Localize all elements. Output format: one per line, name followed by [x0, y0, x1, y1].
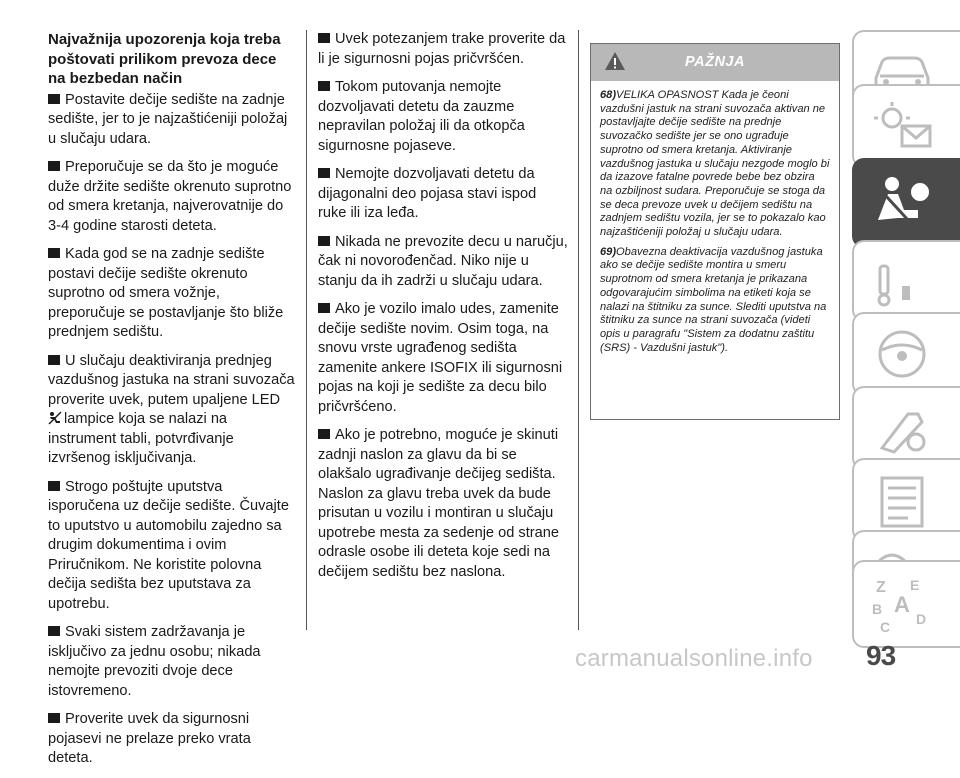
- watermark: carmanualsonline.info: [575, 645, 813, 672]
- dashboard-lights-icon: [868, 96, 938, 160]
- warning-title: PAŽNJA: [685, 54, 745, 70]
- page-number: 93: [866, 640, 896, 671]
- index-letters-icon: [868, 572, 948, 638]
- square-bullet-icon: [48, 355, 60, 365]
- tab-driving[interactable]: [852, 312, 960, 396]
- warning-box: [590, 43, 840, 420]
- svg-text:D: D: [916, 611, 927, 627]
- square-bullet-icon: [48, 248, 60, 258]
- section-heading: Najvažnija upozorenja koja treba poštovati prilikom prevoza dece na bezbedan način: [48, 31, 281, 87]
- list-item: Uvek potezanjem trake proverite da li je sigurnosni pojas pričvršćen.: [318, 31, 566, 67]
- square-bullet-icon: [48, 94, 60, 104]
- tab-index[interactable]: [852, 560, 960, 648]
- square-bullet-icon: [318, 168, 330, 178]
- square-bullet-icon: [48, 161, 60, 171]
- warning-header: [591, 44, 839, 81]
- list-item: Tokom putovanja nemojte dozvoljavati detetu da zauzme nepravilan položaj ili da otkopča sigurnosne pojaseve.: [318, 79, 525, 154]
- square-bullet-icon: [48, 713, 60, 723]
- warning-note: 68)VELIKA OPASNOST Kada je čeoni vazdušni jastuk na strani suvozača aktivan ne postavljajte dečije sedište na prednje suvozačko sedište jer se ono ugrađuje suprotno od smera kretanja. Aktiviranje vazdušnog jastuka u slučaju nezgode moglo bi da izazove fatalne povrede bebe bez obzira na ozbiljnost sudara. Preporučuje se stoga da se deca prevoze uvek u dečijem sedištu na zadnjem sedištu vozila, jer se to pokazalo kao najzaštićeniji položaj u slučaju udara.: [600, 89, 830, 239]
- list-item: Nikada ne prevozite decu u naručju, čak ni novorođenčad. Niko nije u stanju da ih zadrži u slučaju udara.: [318, 233, 568, 289]
- tab-dashboard[interactable]: [852, 84, 960, 168]
- square-bullet-icon: [318, 81, 330, 91]
- square-bullet-icon: [48, 481, 60, 491]
- list-item: Kada god se na zadnje sedište postavi dečije sedište okrenuto suprotno od smera vožnje, preporučuje se postavljanje što bliže prednjem sedištu.: [48, 246, 284, 340]
- steering-wheel-icon: [868, 324, 938, 388]
- square-bullet-icon: [48, 626, 60, 636]
- svg-text:B: B: [872, 601, 883, 617]
- tab-safety[interactable]: [852, 158, 960, 248]
- svg-text:Z: Z: [876, 579, 886, 596]
- list-item: Proverite uvek da sigurnosni pojasevi ne prelaze preko vrata deteta.: [48, 711, 251, 766]
- note-number: 68): [600, 89, 617, 101]
- warning-note: 69)Obavezna deaktivacija vazdušnog jastuka ako se dečije sedište montira u smeru suprotnom od smera kretanja je prikazana odgovarajućim simbolima na etiketi koja se nalazi na štitniku za sunce. Slediti uputstva na štitniku za sunce na strani suvozača (videti opis u paragrafu "Sistem za dodatnu zaštitu (SRS) - Vazdušni jastuk").: [600, 245, 827, 354]
- note-number: 69): [600, 245, 617, 258]
- square-bullet-icon: [318, 33, 330, 43]
- column-middle: [318, 30, 568, 591]
- list-item: Ako je potrebno, moguće je skinuti zadnji naslon za glavu da bi se olakšalo ugrađivanje dečijeg sedišta. Naslon za glavu treba uvek da bude prisutan u vozilu i montiran u slučaju upotrebe mesta za sedenje od strane odrasle osobe ili deteta koje sedi na dečijem sedištu bez naslona.: [318, 427, 559, 580]
- tools-icon: [868, 398, 938, 462]
- svg-text:A: A: [894, 592, 910, 617]
- square-bullet-icon: [318, 303, 330, 313]
- list-item: Preporučuje se da što je moguće duže držite sedište okrenuto suprotno od smera kretanja, najverovatnije do 3-4 godine starosti deteta.: [48, 159, 292, 234]
- square-bullet-icon: [318, 429, 330, 439]
- svg-text:E: E: [910, 577, 920, 593]
- list-item: Nemojte dozvoljavati detetu da dijagonalni deo pojasa stavi ispod ruke ili iza leđa.: [318, 166, 537, 221]
- seat-airbag-icon: [868, 170, 938, 236]
- svg-text:C: C: [880, 619, 891, 635]
- specs-list-icon: [868, 470, 938, 534]
- column-divider: [578, 30, 579, 630]
- airbag-off-icon: [48, 411, 62, 425]
- square-bullet-icon: [318, 236, 330, 246]
- list-item: Strogo poštujte uputstva isporučena uz dečije sedište. Čuvajte to uputstvo u automobilu zajedno sa drugim dokumentima i ovim Priručnikom. Ne koristite polovna dečija sedišta bez uputstava za upotrebu.: [48, 478, 289, 612]
- list-item: Ako je vozilo imalo udes, zamenite dečije sedište novim. Osim toga, na snovu vrste ugrađenog sedišta zamenite ankere ISOFIX ili sigurnosni pojas na koji je sedište za decu bilo pričvršćeno.: [318, 301, 563, 415]
- list-item: Postavite dečije sedište na zadnje sedište, jer to je najzaštićeniji položaj u slučaju udara.: [48, 91, 288, 147]
- column-divider: [306, 30, 307, 630]
- warning-body: [591, 81, 839, 355]
- column-left: [48, 30, 296, 778]
- list-item: Svaki sistem zadržavanja je isključivo za jednu osobu; nikada nemojte prevoziti dvoje dece istovremeno.: [48, 624, 261, 699]
- key-icon: [868, 252, 938, 312]
- list-item: U slučaju deaktiviranja prednjeg vazdušnog jastuka na strani suvozača proverite uvek, putem upaljene LED lampice koja se nalazi na instrument tabli, potvrđivanje izvršenog isključivanja.: [48, 352, 295, 466]
- tab-starting[interactable]: [852, 240, 960, 322]
